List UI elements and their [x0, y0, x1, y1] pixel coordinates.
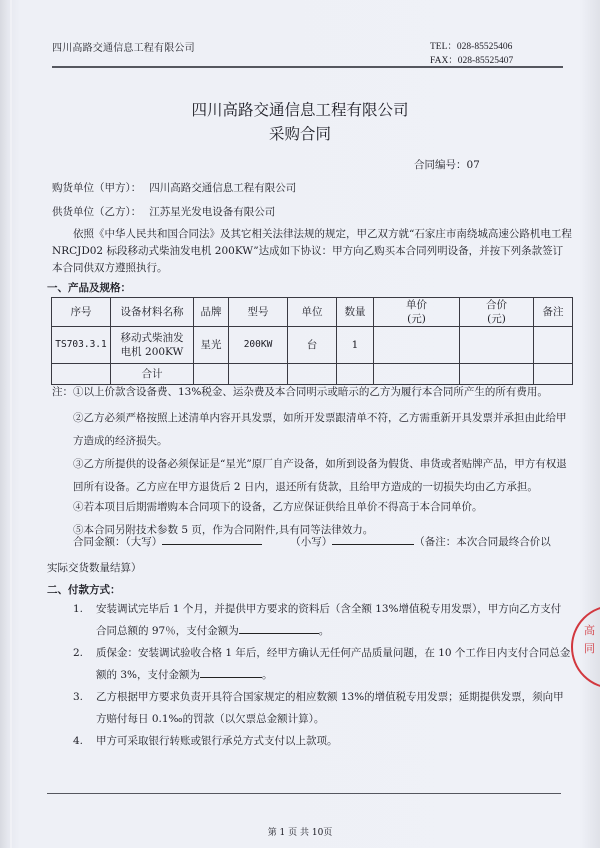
- col-header-model: 型号: [229, 298, 288, 327]
- seller-label: 供货单位（乙方）：: [52, 206, 142, 218]
- seller-line: [52, 204, 275, 219]
- intro-paragraph: [52, 226, 572, 277]
- cell-no: TS703.3.1: [52, 327, 111, 364]
- amount-lower-label: （小写）: [290, 536, 333, 548]
- buyer-label: 购货单位（甲方）：: [52, 182, 142, 194]
- footer-divider: [47, 793, 561, 794]
- col-header-qty: 数量: [337, 298, 374, 327]
- col-header-total-price: 合价 (元): [460, 298, 534, 327]
- product-spec-table: [51, 297, 573, 385]
- table-row: [52, 327, 573, 364]
- cell-qty: 1: [337, 327, 374, 364]
- buyer-line: [52, 180, 296, 195]
- col-header-name: 设备材料名称: [111, 298, 194, 327]
- cell-remark: [534, 327, 573, 364]
- note-1: 注：①以上价款含设备费、13%税金、运杂费及本合同明示或暗示的乙方为履行本合同所产生的所有费用。: [52, 386, 548, 398]
- amount-upper-field[interactable]: [162, 533, 262, 545]
- amount-lower-field[interactable]: [332, 533, 414, 545]
- section-1-title: 一、产品及规格：: [47, 282, 131, 294]
- note-3: ③乙方所提供的设备必须保证是“星光”原厂自产设备，如所到设备为假货、串货或者贴牌产品，甲方有权退回所有设备。乙方应在甲方退货后 2 日内，退还所有货款，且给甲方造成的一切损失均由乙方承担。: [73, 458, 567, 493]
- note-5: ⑤本合同另附技术参数 5 页，作为合同附件,具有同等法律效力。: [73, 524, 374, 536]
- header-divider: [52, 66, 563, 68]
- payment-item-4: 4. 甲方可采取银行转账或银行承兑方式支付以上款项。: [73, 735, 338, 747]
- payment-item-2: 2. 质保金：安装调试验收合格 1 年后，经甲方确认无任何产品质量问题，在 10 个工作日内支付合同总金 额的 3%，支付金额为 。: [73, 647, 571, 681]
- cell-unit: 台: [288, 327, 337, 364]
- payment-2-amount-field[interactable]: [200, 666, 262, 678]
- header-fax: FAX：028-85525407: [430, 56, 514, 66]
- cell-model: 200KW: [229, 327, 288, 364]
- amount-upper-label: （大写）: [125, 536, 163, 548]
- stamp-text: 高同: [584, 624, 595, 655]
- contract-number: 合同编号：07: [414, 159, 480, 171]
- intro-text: 依照《中华人民共和国合同法》及其它相关法律法规的规定，甲乙双方就“石家庄市南绕城高速公路机电工程 NRCJD02 标段移动式柴油发电机 200KW”达成如下协议：甲方向乙购买本合同列明设备，并按下列条款签订本合同供双方遵照执行。: [52, 228, 572, 274]
- document-title: 采购合同: [268, 125, 331, 143]
- header-tel: TEL：028-85525406: [430, 42, 513, 52]
- contract-amount: [73, 533, 551, 549]
- col-header-unit-price: 单价 (元): [374, 298, 460, 327]
- table-header-row: [52, 298, 573, 327]
- cell-name: 移动式柴油发 电机 200KW: [111, 327, 194, 364]
- cell-total-price: [460, 327, 534, 364]
- section-2-title: 二、付款方式：: [47, 584, 121, 596]
- col-header-no: 序号: [52, 298, 111, 327]
- cell-brand: 星光: [194, 327, 229, 364]
- note-2: ②乙方必须严格按照上述清单内容开具发票，如所开发票跟清单不符，乙方需重新开具发票并承担由此给甲方造成的经济损失。: [73, 412, 567, 447]
- amount-label: 合同金额：: [73, 536, 126, 548]
- header-company: 四川高路交通信息工程有限公司: [52, 43, 195, 54]
- seller-value: 江苏星光发电设备有限公司: [149, 206, 276, 218]
- note-4: ④若本项目后期需增购本合同项下的设备，乙方应保证供给且单价不得高于本合同单价。: [73, 501, 483, 513]
- table-total-row: [52, 364, 573, 385]
- amount-remark: （备注：本次合同最终合价以: [414, 536, 551, 548]
- page-number: 第 1 页 共 10页: [267, 828, 333, 838]
- payment-1-amount-field[interactable]: [239, 622, 319, 634]
- payment-item-1: 1. 安装调试完毕后 1 个月，并提供甲方要求的资料后（含全额 13%增值税专用发票），甲方向乙方支付 合同总额的 97％，支付金额为 。: [73, 603, 562, 637]
- payment-item-3: 3. 乙方根据甲方要求负责开具符合国家规定的相应数额 13%的增值税专用发票；延期提供发票，须向甲 方赔付每日 0.1‰的罚款（以欠票总金额计算）。: [73, 691, 564, 725]
- col-header-unit: 单位: [288, 298, 337, 327]
- buyer-value: 四川高路交通信息工程有限公司: [149, 182, 297, 194]
- header-contact: [430, 40, 513, 68]
- col-header-remark: 备注: [534, 298, 573, 327]
- document-title-company: 四川高路交通信息工程有限公司: [191, 101, 409, 119]
- cell-unit-price: [374, 327, 460, 364]
- amount-remark-cont: 实际交货数量结算）: [47, 562, 142, 574]
- total-label: 合计: [111, 364, 194, 385]
- col-header-brand: 品牌: [194, 298, 229, 327]
